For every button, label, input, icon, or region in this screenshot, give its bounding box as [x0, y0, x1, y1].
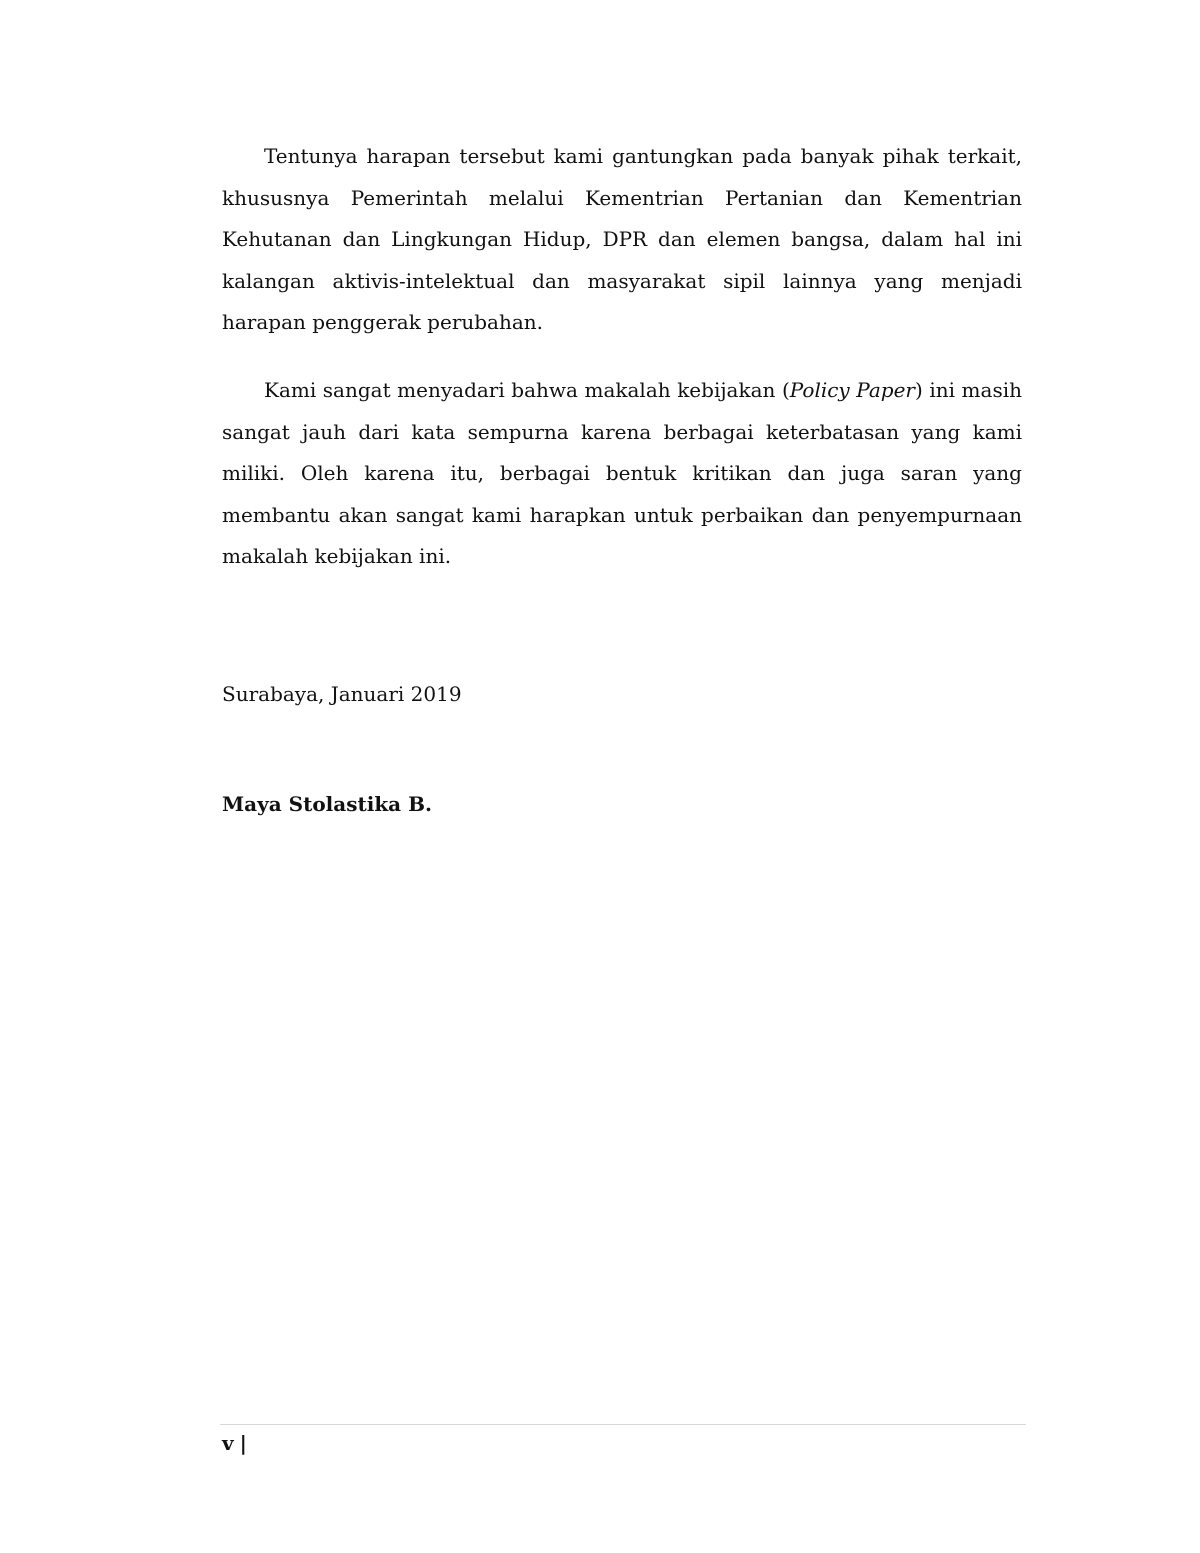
- paragraph-1: [222, 136, 1022, 344]
- footer-separator: |: [239, 1431, 247, 1455]
- place-date: Surabaya, Januari 2019: [222, 682, 462, 706]
- paragraph-2-text-start: Kami sangat menyadari bahwa makalah kebijakan (: [264, 378, 790, 402]
- paragraph-2-text-end: ) ini masih sangat jauh dari kata sempurna karena berbagai keterbatasan yang kami miliki. Oleh karena itu, berbagai bentuk kritikan dan juga saran yang membantu akan sangat kami harapkan untuk perbaikan dan penyempurnaan makalah kebijakan ini.: [222, 378, 1022, 568]
- page-number: v: [222, 1431, 234, 1455]
- paragraph-1-text: Tentunya harapan tersebut kami gantungkan pada banyak pihak terkait, khususnya Pemerintah melalui Kementrian Pertanian dan Kementrian Kehutanan dan Lingkungan Hidup, DPR dan elemen bangsa, dalam hal ini kalangan aktivis-intelektual dan masyarakat sipil lainnya yang menjadi harapan penggerak perubahan.: [222, 144, 1022, 334]
- footer-divider: [220, 1424, 1026, 1425]
- signatory-name: Maya Stolastika B.: [222, 792, 432, 816]
- policy-paper-italic: Policy Paper: [789, 378, 915, 402]
- page-footer: [222, 1427, 247, 1459]
- paragraph-2: [222, 370, 1022, 578]
